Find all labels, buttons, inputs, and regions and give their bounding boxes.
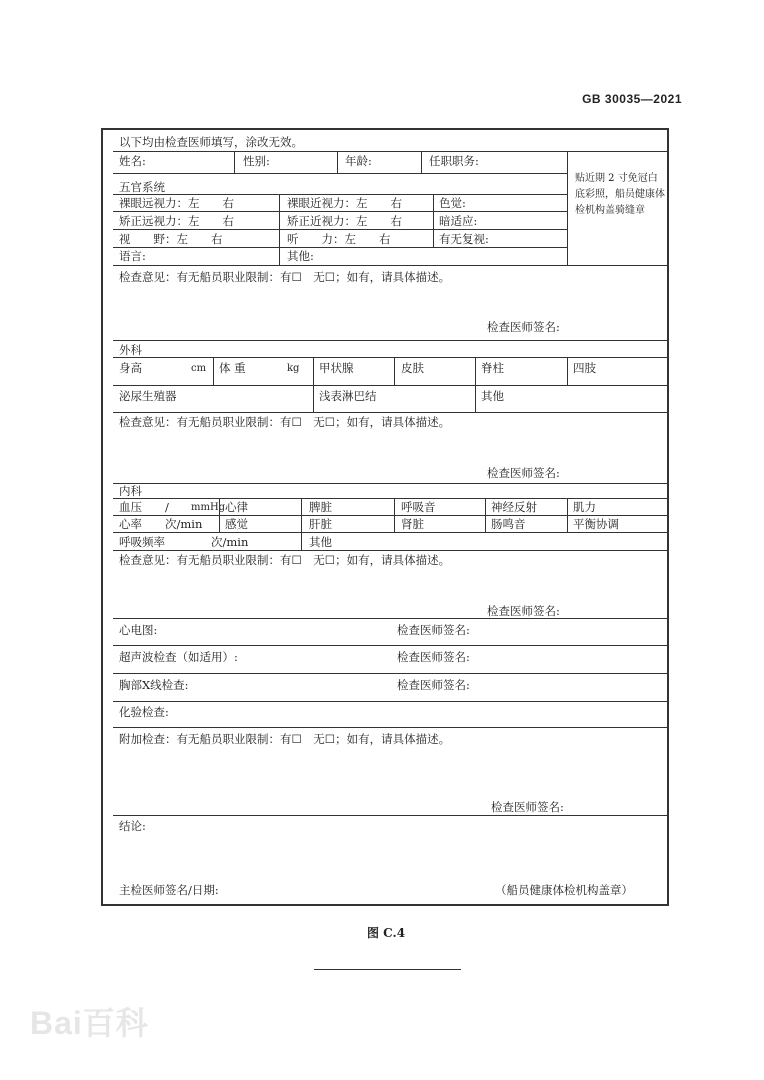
- internal-section-title: 内科: [119, 484, 142, 498]
- divider: [279, 194, 280, 265]
- divider: [113, 265, 667, 266]
- figure-caption: 图 C.4: [367, 926, 406, 940]
- corrected-near-vision[interactable]: 矫正近视力：左 右: [287, 214, 402, 228]
- muscle-strength[interactable]: 肌力: [573, 500, 596, 514]
- divider: [113, 211, 567, 212]
- divider: [421, 151, 422, 173]
- divider: [394, 357, 395, 385]
- divider: [113, 645, 667, 646]
- surgery-signature[interactable]: 检查医师签名:: [487, 466, 560, 480]
- divider: [475, 385, 476, 412]
- divider: [219, 498, 220, 532]
- divider: [213, 357, 214, 385]
- spine[interactable]: 脊柱: [481, 361, 504, 375]
- surgery-other[interactable]: 其他: [481, 389, 504, 403]
- divider: [567, 151, 568, 265]
- divider: [113, 357, 667, 358]
- divider: [113, 618, 667, 619]
- divider: [113, 483, 667, 484]
- divider: [113, 815, 667, 816]
- respiratory-rate[interactable]: 呼吸频率 次/min: [119, 535, 249, 549]
- institution-stamp: （船员健康体检机构盖章）: [495, 883, 633, 897]
- sensation[interactable]: 感觉: [225, 517, 248, 531]
- divider: [113, 194, 567, 195]
- divider: [113, 412, 667, 413]
- sex-field[interactable]: 性别:: [243, 154, 270, 168]
- form-instruction: 以下均由检查医师填写，涂改无效。: [119, 135, 303, 149]
- chest-xray[interactable]: 胸部X线检查:: [119, 678, 189, 692]
- color-vision[interactable]: 色觉:: [439, 196, 466, 210]
- ultrasound-signature[interactable]: 检查医师签名:: [397, 650, 470, 664]
- visual-field[interactable]: 视 野：左 右: [119, 232, 223, 246]
- divider: [113, 727, 667, 728]
- chief-doctor-signature[interactable]: 主检医师签名/日期:: [119, 883, 219, 897]
- neural-reflex[interactable]: 神经反射: [491, 500, 537, 514]
- weight-unit: kg: [287, 363, 300, 374]
- internal-signature[interactable]: 检查医师签名:: [487, 604, 560, 618]
- conclusion[interactable]: 结论:: [119, 819, 146, 833]
- divider: [433, 194, 434, 247]
- limbs[interactable]: 四肢: [573, 361, 596, 375]
- divider: [301, 498, 302, 550]
- divider: [485, 498, 486, 532]
- ecg-signature[interactable]: 检查医师签名:: [397, 623, 470, 637]
- additional-signature[interactable]: 检查医师签名:: [491, 800, 564, 814]
- lab-tests[interactable]: 化验检查:: [119, 705, 169, 719]
- heart-rate[interactable]: 心率 次/min: [119, 517, 203, 531]
- photo-note-3: 检机构盖骑缝章: [575, 205, 645, 216]
- divider: [567, 498, 568, 532]
- divider: [567, 357, 568, 385]
- hearing[interactable]: 听 力：左 右: [287, 232, 391, 246]
- age-field[interactable]: 年龄:: [345, 154, 372, 168]
- watermark-logo: Bai百科: [30, 1005, 149, 1041]
- divider: [113, 229, 567, 230]
- photo-note-2: 底彩照，船员健康体: [575, 189, 665, 200]
- dark-adaptation[interactable]: 暗适应:: [439, 214, 478, 228]
- divider: [337, 151, 338, 173]
- kidney[interactable]: 肾脏: [401, 517, 424, 531]
- divider: [113, 515, 667, 516]
- bowel-sound[interactable]: 肠鸣音: [491, 517, 526, 531]
- health-exam-form: [101, 128, 669, 906]
- divider: [113, 532, 667, 533]
- heart-rhythm[interactable]: 心律: [225, 500, 248, 514]
- footer-rule: [314, 969, 461, 970]
- name-field[interactable]: 姓名:: [119, 154, 146, 168]
- standard-number: GB 30035—2021: [582, 92, 682, 106]
- surgery-opinion[interactable]: 检查意见：有无船员职业限制：有☐ 无☐；如有，请具体描述。: [119, 415, 451, 429]
- liver[interactable]: 肝脏: [309, 517, 332, 531]
- spleen[interactable]: 脾脏: [309, 500, 332, 514]
- divider: [113, 247, 567, 248]
- internal-opinion[interactable]: 检查意见：有无船员职业限制：有☐ 无☐；如有，请具体描述。: [119, 553, 451, 567]
- divider: [234, 151, 235, 173]
- thyroid[interactable]: 甲状腺: [319, 361, 354, 375]
- eyes-opinion[interactable]: 检查意见：有无船员职业限制：有☐ 无☐；如有，请具体描述。: [119, 270, 451, 284]
- corrected-far-vision[interactable]: 矫正远视力：左 右: [119, 214, 234, 228]
- blood-pressure[interactable]: 血压 /: [119, 500, 169, 514]
- double-vision[interactable]: 有无复视:: [439, 232, 489, 246]
- position-field[interactable]: 任职职务:: [429, 154, 479, 168]
- divider: [113, 498, 667, 499]
- internal-other[interactable]: 其他: [309, 535, 332, 549]
- skin[interactable]: 皮肤: [401, 361, 424, 375]
- naked-far-vision[interactable]: 裸眼远视力：左 右: [119, 196, 234, 210]
- ecg[interactable]: 心电图:: [119, 623, 158, 637]
- eyes-other[interactable]: 其他:: [287, 249, 314, 263]
- lymph-nodes[interactable]: 浅表淋巴结: [319, 389, 377, 403]
- divider: [313, 385, 314, 412]
- eyes-section-title: 五官系统: [119, 180, 165, 194]
- balance[interactable]: 平衡协调: [573, 517, 619, 531]
- height-label[interactable]: 身高: [119, 361, 142, 375]
- divider: [475, 357, 476, 385]
- photo-note-1: 贴近期 2 寸免冠白: [575, 173, 658, 184]
- divider: [113, 173, 567, 174]
- divider: [394, 498, 395, 532]
- divider: [113, 673, 667, 674]
- eyes-signature[interactable]: 检查医师签名:: [487, 320, 560, 334]
- divider: [113, 385, 667, 386]
- additional-tests[interactable]: 附加检查：有无船员职业限制：有☐ 无☐；如有，请具体描述。: [119, 732, 451, 746]
- divider: [113, 701, 667, 702]
- bp-unit: mmHg: [191, 502, 226, 513]
- divider: [113, 550, 667, 551]
- divider: [113, 151, 667, 152]
- urogenital[interactable]: 泌尿生殖器: [119, 389, 177, 403]
- divider: [113, 340, 667, 341]
- height-unit: cm: [191, 363, 207, 374]
- surgery-section-title: 外科: [119, 343, 142, 357]
- speech[interactable]: 语言:: [119, 249, 146, 263]
- weight-label[interactable]: 体 重: [219, 361, 246, 375]
- naked-near-vision[interactable]: 裸眼近视力：左 右: [287, 196, 402, 210]
- divider: [313, 357, 314, 385]
- xray-signature[interactable]: 检查医师签名:: [397, 678, 470, 692]
- ultrasound[interactable]: 超声波检查（如适用）:: [119, 650, 238, 664]
- breath-sound[interactable]: 呼吸音: [401, 500, 436, 514]
